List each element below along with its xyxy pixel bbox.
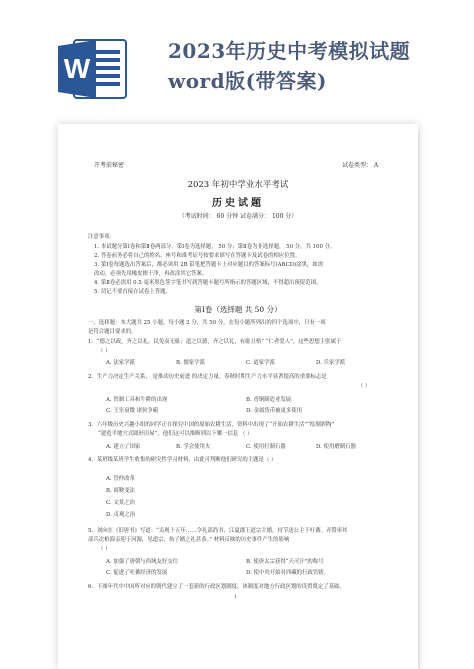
question-4-stem: 4．某班级某班学生收集的研究性学习材料，由此可判断他们研究的主题是（ ） <box>88 457 277 463</box>
question-3-stem: 3．六年级历史兴趣小组的同学正在探究中国的原始农耕生活，资料中出现了“开始农耕生活”“绘制彩陶” <box>88 422 335 428</box>
option: B. 使唐太宗获得“天可汗”的称号 <box>246 559 324 565</box>
option: A. 管仲改革 <box>106 476 135 482</box>
question-3-stem-cont: “建造半地穴式圆形房屋”，他们这可以推断到以下哪一信息 （ ） <box>98 431 253 437</box>
time-and-score: （考试时间： 60 分钟 试卷满分： 100 分） <box>178 213 298 220</box>
note-line: 改动，必须先用橡皮擦干净，再改涂其它答案。 <box>94 271 208 277</box>
option: B. 青铜制造业发展 <box>246 397 292 403</box>
confidential-label: 开考前秘密 <box>94 162 125 169</box>
option: A. 铁制工具和牛耕的出现 <box>106 397 168 403</box>
option: D. 贞观之治 <box>106 512 136 518</box>
banner-title-line2: word版(带答案) <box>168 69 328 93</box>
note-line: 4. 第Ⅱ卷必需用 0.5 毫米黑色签字笔书写到答题卡题号所指示的答题区域，不得超出预留范围。 <box>94 280 322 286</box>
question-5-stem: 5．刘向在《旧唐书》写道：“贞观十五年……令礼部尚书、江夏郡王道宗主婚，持节送公主于吐蕃。弄赞率其 <box>88 528 348 534</box>
question-5-paren: （ ） <box>98 546 111 552</box>
page-number: 1 <box>234 594 238 600</box>
section-title: 第Ⅰ卷（选择题 共 50 分） <box>194 305 282 314</box>
option: A. 加强了唐朝与西域友好交往 <box>106 559 179 565</box>
question-1-stem: 1．“德之以政，齐之以礼，民免而无耻；道之以德，齐之以礼，有耻且格” “仁者爱人”，这些思想主张属于 <box>88 339 342 345</box>
option: D. 使用磨制石器 <box>316 444 356 450</box>
section-intro-line: 是符合题目要求的。 <box>88 329 137 335</box>
option: C. 王室衰微 诸侯争霸 <box>106 408 159 414</box>
option: A. 建立了国家 <box>106 444 141 450</box>
subject-title: 历史试题 <box>212 198 264 209</box>
question-2-paren: （ ） <box>358 383 371 389</box>
option: B. 学会使用火 <box>176 444 211 450</box>
option: D. 使中央开始对西藏的行政管辖。 <box>246 570 330 576</box>
banner-title <box>168 36 468 96</box>
note-line: 5. 切记不要直接在试卷上答题。 <box>94 289 171 295</box>
option: C. 促进了吐蕃经济的发展 <box>106 570 168 576</box>
option: C. 文景之治 <box>106 500 135 506</box>
word-logo-letter: W <box>63 53 91 84</box>
word-icon <box>56 36 128 102</box>
exam-paper <box>58 124 418 669</box>
note-line: 2. 答卷前务必将自己的姓名、座号和准考证号按要求填写在答题卡及试卷的相应位置。 <box>94 253 301 259</box>
paper-type: 试卷类型： A <box>342 162 379 169</box>
section-intro-line: 一、选择题：本大题共 25 小题，每小题 2 分，共 50 分。在每小题所列出的四个选项中，只有一项 <box>88 320 326 326</box>
exam-title: 2023 年初中学业水平考试 <box>187 180 289 190</box>
banner-title-line1: 2023年历史中考模拟试题 <box>168 39 411 63</box>
note-line: 1. 本试题分第Ⅰ卷和第Ⅱ卷两部分，第Ⅰ卷为选择题， 50 分；第Ⅱ卷为非选择题， 50 分，共 100 分。 <box>94 244 336 250</box>
option: B. 儒家学派 <box>176 360 205 366</box>
option: A. 法家学派 <box>106 360 135 366</box>
option: C. 使用打制石器 <box>246 444 286 450</box>
notes-heading: 注意事项： <box>88 234 115 240</box>
banner <box>0 0 474 118</box>
note-line: 3. 第Ⅰ卷每题选出答案后，都必须用 2B 铅笔把答题卡上对应题目的答案标号(ABCD)涂黑，如需 <box>94 262 324 268</box>
question-2-stem: 2．生产力决定生产关系， 是推动历史前进 的决定力量。春秋时期生产力水平显著提高的重要标志是 <box>88 374 327 380</box>
question-1-paren: （ ） <box>98 348 111 354</box>
question-6-stem: 6．下图年代中中国所对应的朝代建立了一套新的行政区划制度，该制度对地方行政区划的设置奠定了基础。 <box>88 584 345 590</box>
option: D. 金属货币被更多使用 <box>246 408 303 414</box>
question-5-stem-cont: 部兵次柏海亲迎于河源，见道宗，执子婿之礼甚恭。” 材料反映的历史事件产生的影响 <box>88 537 290 543</box>
option: C. 道家学派 <box>246 360 275 366</box>
option: D. 兵家学派 <box>316 360 346 366</box>
option: B. 商鞅变法 <box>106 488 135 494</box>
